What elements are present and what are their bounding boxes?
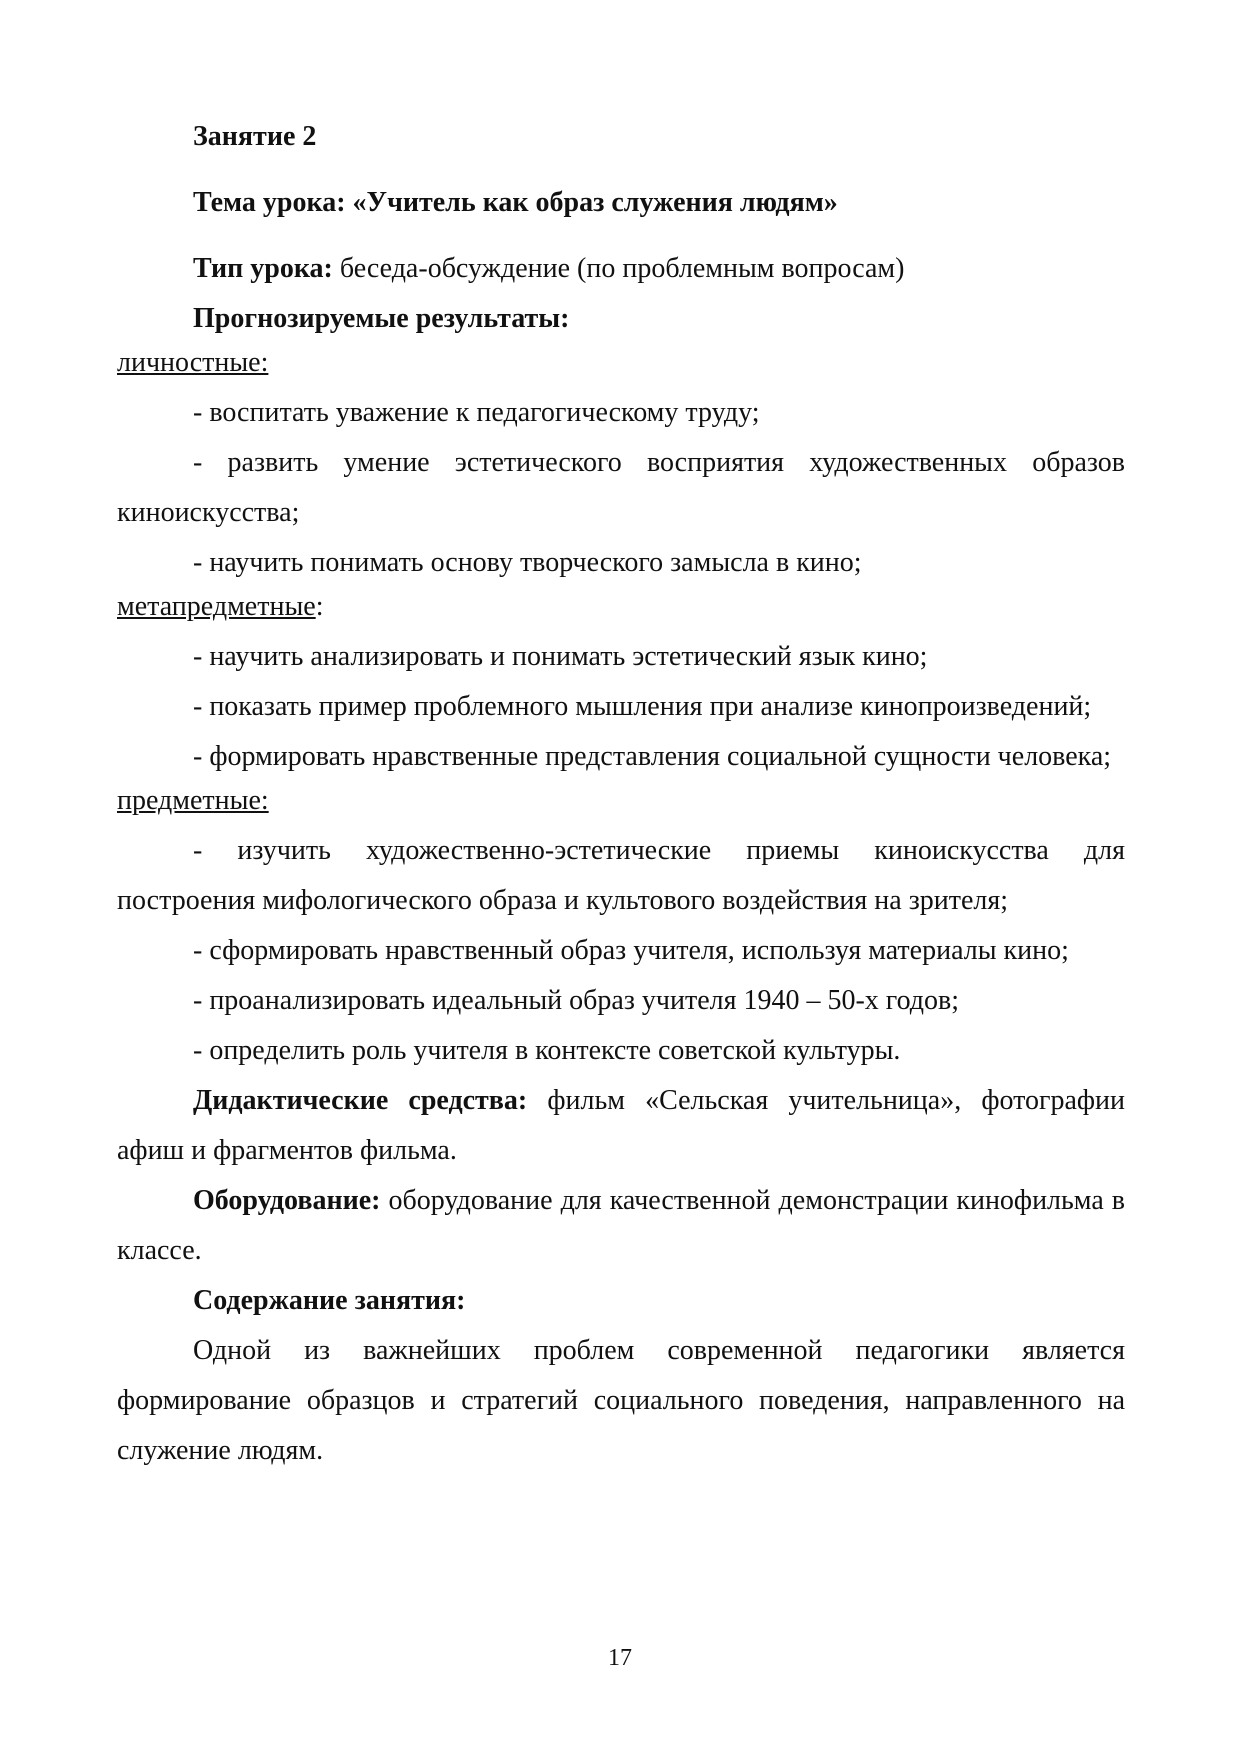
personal-label-text: личностные:	[117, 347, 269, 378]
lesson-type	[117, 244, 1125, 294]
type-value: беседа-обсуждение (по проблемным вопросам)	[339, 253, 905, 284]
subject-item-1: - изучить художественно-эстетические приемы киноискусства для построения мифологического образа и культового воздействия на зрителя;	[117, 835, 1125, 916]
equipment-label: Оборудование:	[193, 1185, 381, 1216]
personal-label	[117, 344, 1125, 382]
meta-label-colon: :	[315, 591, 324, 622]
meta-label-text: метапредметные	[117, 591, 316, 622]
subject-item-2: - сформировать нравственный образ учителя, используя материалы кино;	[193, 935, 1069, 966]
topic-value: «Учитель как образ служения людям»	[352, 187, 838, 218]
lesson-topic	[117, 178, 1125, 228]
topic-label: Тема урока:	[193, 187, 346, 218]
personal-item-2: - развить умение эстетического восприятия художественных образов киноискусства;	[117, 447, 1125, 528]
content-heading: Содержание занятия:	[193, 1285, 466, 1316]
meta-item-2: - показать пример проблемного мышления при анализе кинопроизведений;	[193, 691, 1092, 722]
personal-item-1: - воспитать уважение к педагогическому труду;	[193, 397, 760, 428]
personal-item-3: - научить понимать основу творческого замысла в кино;	[193, 547, 862, 578]
equipment	[117, 1176, 1125, 1276]
subject-item-4: - определить роль учителя в контексте советской культуры.	[193, 1035, 901, 1066]
content-paragraph: Одной из важнейших проблем современной педагогики является формирование образцов и стратегий социального поведения, направленного на служение людям.	[117, 1335, 1125, 1466]
didactic-value: фильм «Сельская учительница», фотографии афиш и фрагментов фильма.	[117, 1085, 1125, 1166]
didactic-means	[117, 1076, 1125, 1176]
document-page	[117, 112, 1125, 1476]
didactic-label: Дидактические средства:	[193, 1085, 528, 1116]
meta-item-3: - формировать нравственные представления социальной сущности человека;	[193, 741, 1112, 772]
lesson-title: Занятие 2	[193, 121, 317, 152]
subject-item-3: - проанализировать идеальный образ учителя 1940 – 50-х годов;	[193, 985, 960, 1016]
results-heading: Прогнозируемые результаты:	[193, 303, 570, 334]
subject-label	[117, 782, 1125, 820]
page-number: 17	[608, 1645, 632, 1671]
type-label: Тип урока:	[193, 253, 333, 284]
subject-label-text: предметные:	[117, 785, 269, 816]
meta-item-1: - научить анализировать и понимать эстетический язык кино;	[193, 641, 928, 672]
equipment-value: оборудование для качественной демонстрации кинофильма в классе.	[117, 1185, 1126, 1266]
meta-label	[117, 588, 1125, 626]
